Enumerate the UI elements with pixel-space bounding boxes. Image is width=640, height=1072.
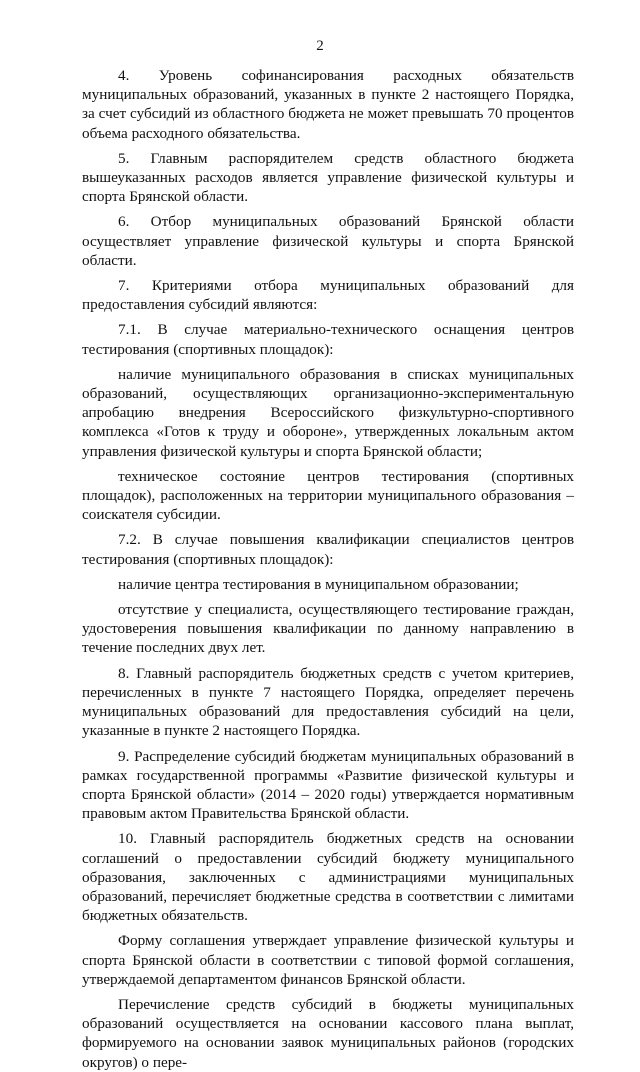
paragraph-7-1-equipment: 7.1. В случае материально-технического оснащения центров тестирования (спортивных площадок): [82, 321, 574, 358]
paragraph-7-2-qualification: 7.2. В случае повышения квалификации специалистов центров тестирования (спортивных площадок): [82, 531, 574, 568]
criterion-listed-municipality: наличие муниципального образования в списках муниципальных образований, осуществляющих организационно-экспериментальную апробацию внедрения Всероссийского физкультурно-спортивного комплекса «Готов к труду и обороне», утвержденных локальным актом управления физической культуры и спорта Брянской области; [82, 365, 574, 460]
paragraph-9-distribution: 9. Распределение субсидий бюджетам муниципальных образований в рамках государственной программы «Развитие физической культуры и спорта Брянской области» (2014 – 2020 годы) утверждается нормативным правовым актом Правительства Брянской области. [82, 747, 574, 823]
page-number: 2 [316, 38, 324, 54]
paragraph-transfer-basis: Перечисление средств субсидий в бюджеты муниципальных образований осуществляется на основании кассового плана выплат, формируемого на основании заявок муниципальных районов (городских округов) о пере- [82, 995, 574, 1071]
paragraph-7-criteria: 7. Критериями отбора муниципальных образований для предоставления субсидий являются: [82, 277, 574, 314]
paragraph-10-transfer: 10. Главный распорядитель бюджетных средств на основании соглашений о предоставлении субсидий бюджету муниципального образования, заключенных с администрациями муниципальных образований, перечисляет бюджетные средства в соответствии с лимитами бюджетных обязательств. [82, 830, 574, 925]
paragraph-6-selection: 6. Отбор муниципальных образований Брянской области осуществляет управление физической культуры и спорта Брянской области. [82, 213, 574, 269]
criterion-testing-center: наличие центра тестирования в муниципальном образовании; [118, 575, 519, 593]
criterion-technical-state: техническое состояние центров тестирования (спортивных площадок), расположенных на территории муниципального образования – соискателя субсидии. [82, 467, 574, 524]
paragraph-5-chief-administrator: 5. Главным распорядителем средств областного бюджета вышеуказанных расходов является управление физической культуры и спорта Брянской области. [82, 149, 574, 206]
paragraph-8-list-of-municipalities: 8. Главный распорядитель бюджетных средств с учетом критериев, перечисленных в пункте 7 настоящего Порядка, определяет перечень муниципальных образований для предоставления субсидий на цели, указанные в пункте 2 настоящего Порядка. [82, 664, 574, 740]
criterion-no-certificate: отсутствие у специалиста, осуществляющего тестирование граждан, удостоверения повышения квалификации по данному направлению в течение последних двух лет. [82, 601, 574, 657]
paragraph-4-cofinancing-level: 4. Уровень софинансирования расходных обязательств муниципальных образований, указанных в пункте 2 настоящего Порядка, за счет субсидий из областного бюджета не может превышать 70 процентов объема расходного обязательства. [82, 67, 574, 142]
paragraph-agreement-form: Форму соглашения утверждает управление физической культуры и спорта Брянской области в соответствии с типовой формой соглашения, утверждаемой департаментом финансов Брянской области. [82, 932, 574, 988]
document-body [82, 66, 574, 1072]
